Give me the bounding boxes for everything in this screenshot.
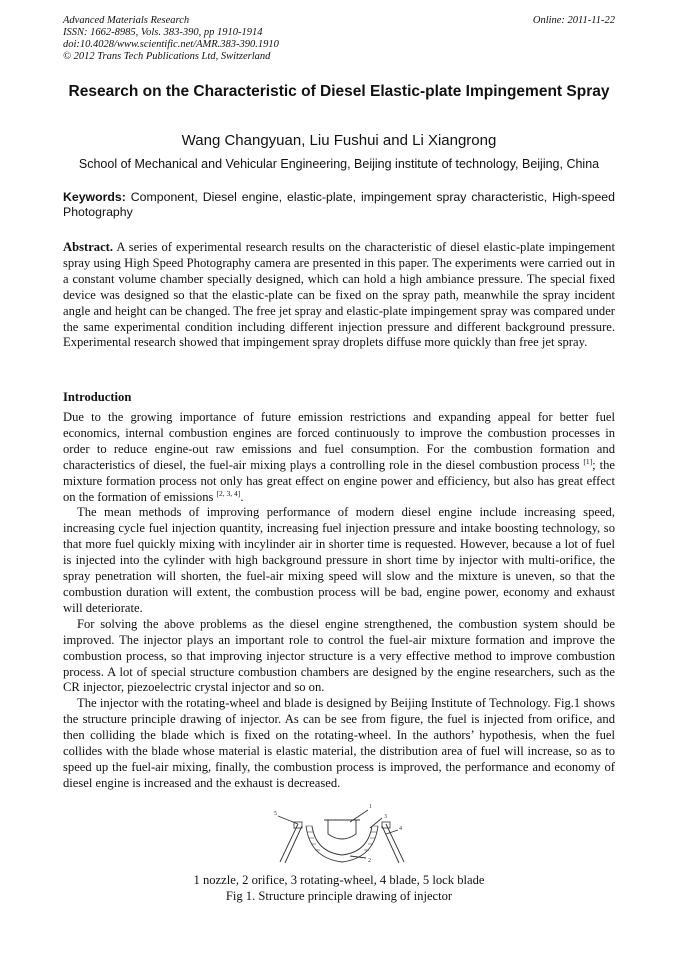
paragraph-text: ; the mixture formation process not only has great effect on engine power and efficiency, but also has great effect on the formation of emissions	[63, 457, 615, 504]
journal-header	[63, 15, 615, 63]
figure-caption: Fig 1. Structure principle drawing of injector	[225, 889, 453, 903]
citation: [1]	[583, 456, 593, 466]
affiliation: School of Mechanical and Vehicular Engineering, Beijing institute of technology, Beijing, China	[78, 157, 600, 171]
label-3: 3	[384, 814, 387, 820]
citation: [2, 3, 4]	[216, 488, 241, 498]
rotating-wheel-inner	[312, 826, 372, 855]
authors: Wang Changyuan, Liu Fushui and Li Xiangrong	[181, 132, 497, 149]
paragraph-text: Due to the growing importance of future emission restrictions and expanding appeal for better fuel economics, internal combustion engines are forced continuously to improve the combustion processes in order to reduce engine-out raw emissions and fuel consumption. For the combustion formation and characteristics of diesel, the fuel-air mixing plays a controlling role in the diesel combustion process	[63, 410, 615, 472]
keywords	[63, 190, 615, 220]
figure-legend: 1 nozzle, 2 orifice, 3 rotating-wheel, 4 blade, 5 lock blade	[193, 873, 485, 887]
nozzle-outline	[328, 820, 356, 839]
abstract	[63, 240, 615, 351]
online-date: Online: 2011-11-22	[532, 15, 615, 26]
copyright-line: © 2012 Trans Tech Publications Ltd, Switzerland	[63, 51, 271, 62]
paragraph: The injector with the rotating-wheel and blade is designed by Beijing Institute of Technology. Fig.1 shows the structure principle drawing of injector. As can be see from figure, the fuel is injected from orifice, and then colliding the blade which is fixed on the rotating-wheel. In the authors’ hypothesis, when the fuel collides with the blade whose material is elastic material, the distribution area of fuel will increase, so as to speed up the fuel-air mixing, finally, the combustion process is improved, the performance and economy of diesel engine is increased and the exhaust is decreased.	[63, 696, 615, 790]
label-1: 1	[369, 804, 372, 810]
keywords-text: Component, Diesel engine, elastic-plate, impingement spray characteristic, High-speed Photography	[63, 190, 615, 219]
injector-drawing	[258, 800, 428, 870]
paragraph: The mean methods of improving performance of modern diesel engine include increasing speed, increasing cycle fuel injection quantity, increasing fuel injection pressure and intake boosting technology, so that more fuel quickly mixing with incylinder air in shorter time is requested. However, because a lot of fuel is injected into the cylinder with high background pressure in short time by injector with multi-orifice, the spray penetration will shorten, the fuel-air mixing speed will slow and the mixture is uneven, so that the combustion duration will extent, the combustion process will be bad, engine power, economy and exhaust will deteriorate.	[63, 505, 615, 615]
introduction-body	[63, 410, 615, 792]
section-heading-introduction: Introduction	[63, 390, 132, 404]
blade-left	[280, 824, 298, 862]
label-5: 5	[274, 811, 277, 817]
doi-line: doi:10.4028/www.scientific.net/AMR.383-390.1910	[63, 39, 279, 50]
keywords-label: Keywords:	[63, 190, 126, 204]
paper-title: Research on the Characteristic of Diesel Elastic-plate Impingement Spray	[68, 83, 610, 100]
journal-name: Advanced Materials Research	[63, 15, 190, 26]
paragraph	[63, 410, 615, 505]
paragraph-text: .	[240, 489, 244, 504]
rotating-wheel-outline	[306, 826, 378, 862]
abstract-text: A series of experimental research results on the characteristic of diesel elastic-plate impingement spray using High Speed Photography camera are presented in this paper. The experiments were carried out in a constant volume chamber specially designed, which can hold a high ambiance pressure. The special fixed device was designed so that the elastic-plate can be fixed on the spray path, meanwhile the spray incident angle and height can be changed. The free jet spray and elastic-plate impingement spray was compared under the same experimental condition including different injection pressure and different background pressure. Experimental research showed that impingement spray droplets diffuse more quickly than free jet spray.	[63, 240, 615, 350]
abstract-label: Abstract.	[63, 240, 114, 254]
label-2: 2	[368, 858, 371, 864]
paragraph: For solving the above problems as the diesel engine strengthened, the combustion system should be improved. The injector plays an important role to control the fuel-air mixture formation and improve the combustion process, so that improving injector structure is a very effective method to improve combustion process. A lot of special structure combustion chambers are designed by the engine researchers, such as the CR injector, piezoelectric crystal injector and so on.	[63, 616, 615, 695]
label-4: 4	[399, 826, 402, 832]
issn-line: ISSN: 1662-8985, Vols. 383-390, pp 1910-1914	[63, 27, 263, 38]
